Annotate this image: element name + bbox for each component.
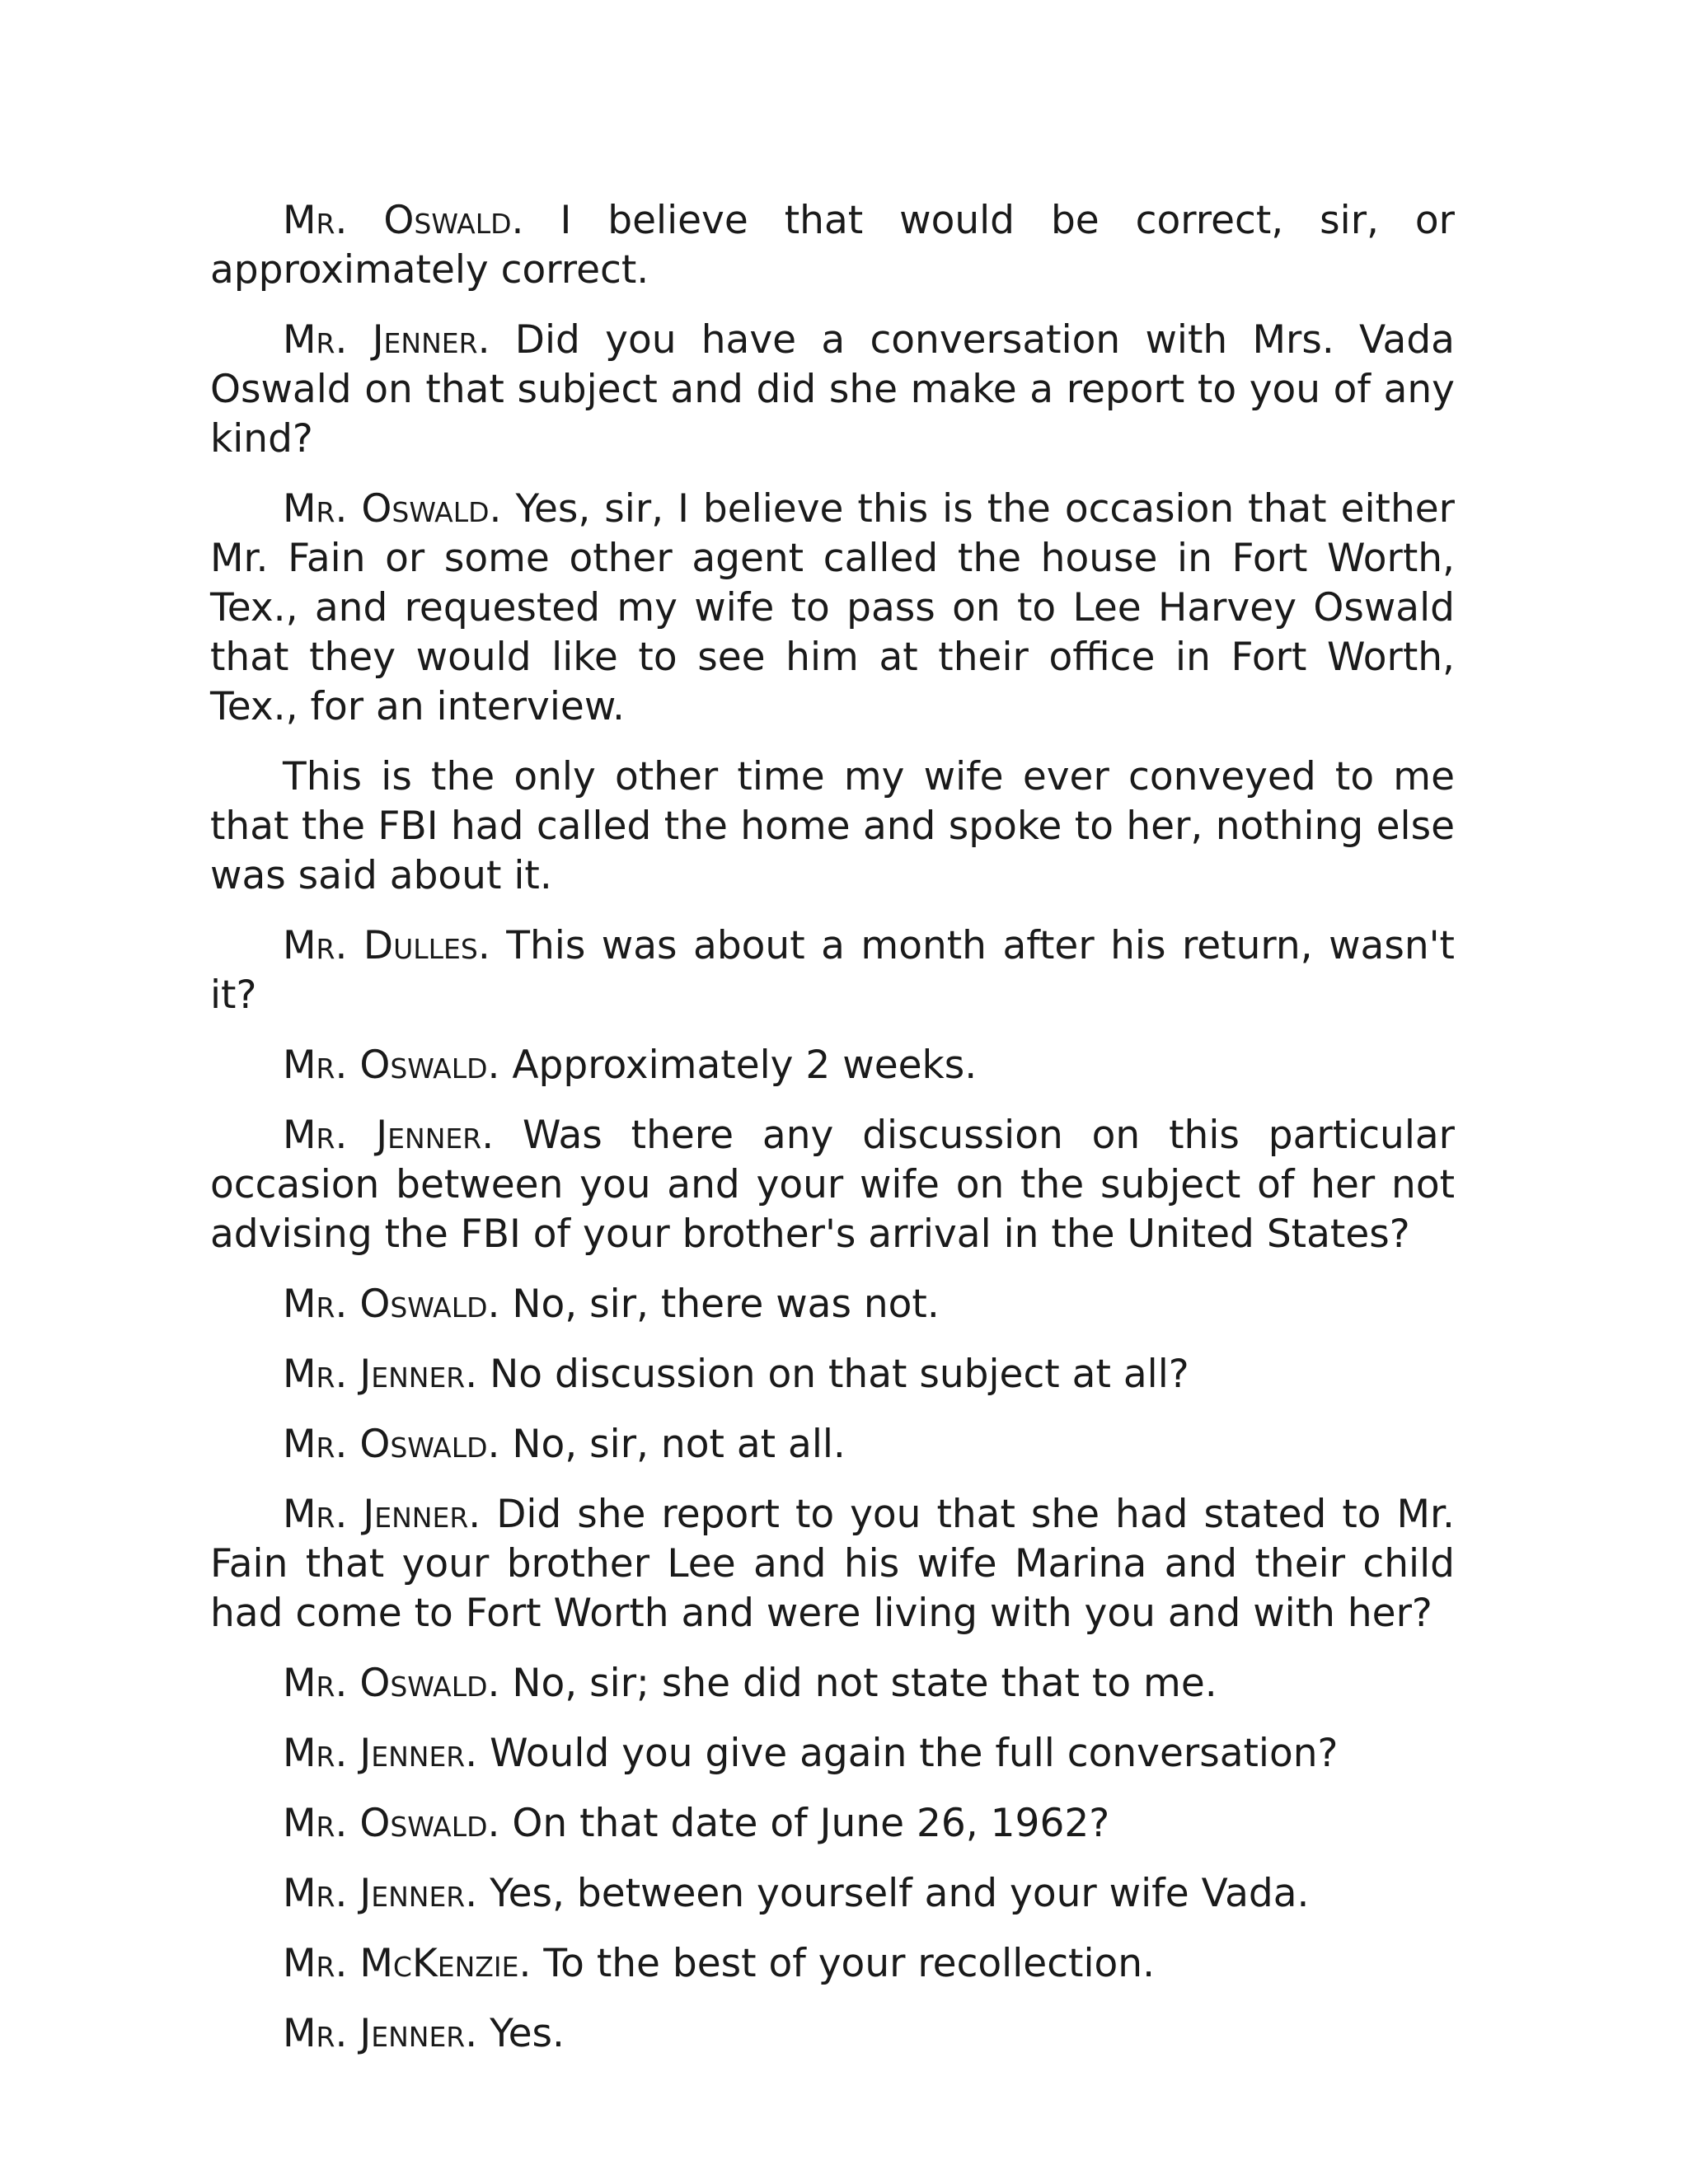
transcript-paragraph: Mr. Dulles. This was about a month after his return, wasn't it? — [210, 923, 1455, 1018]
paragraph-text: To the best of your recollection. — [543, 1941, 1156, 1986]
transcript-paragraph: Mr. Oswald. Approximately 2 weeks. — [283, 1043, 978, 1088]
paragraph-text: Did you have a conversation with Mrs. Vada Oswald on that subject and did she make a report to you of any kind? — [210, 317, 1455, 462]
paragraph-text: Did she report to you that she had stated to Mr. Fain that your brother Lee and his wife Marina and their child had come to Fort Worth and were living with you and with her? — [210, 1492, 1455, 1636]
transcript-paragraph — [210, 752, 1455, 901]
speaker-name: Mr. Oswald — [283, 1282, 488, 1327]
paragraph-text: Would you give again the full conversation? — [490, 1731, 1339, 1776]
speaker-name: Mr. Oswald — [283, 486, 490, 532]
transcript-paragraph: Mr. Jenner. No discussion on that subject at all? — [283, 1352, 1189, 1397]
paragraph-text: No discussion on that subject at all? — [490, 1352, 1189, 1397]
transcript-paragraph: Mr. Oswald. On that date of June 26, 1962? — [283, 1801, 1110, 1846]
speaker-name: Mr. Jenner — [283, 2011, 466, 2056]
speaker-name: Mr. Jenner — [283, 1352, 466, 1397]
speaker-name: Mr. Oswald — [283, 1043, 488, 1088]
speaker-name: Mr. Jenner — [283, 1871, 466, 1916]
speaker-name: Mr. Oswald — [283, 1661, 488, 1706]
transcript-paragraph: Mr. Oswald. No, sir; she did not state that to me. — [283, 1661, 1217, 1706]
paragraph-text: This is the only other time my wife ever conveyed to me that the FBI had called the home and spoke to her, nothing else was said about it. — [210, 754, 1455, 898]
paragraph-text: I believe that would be correct, sir, or approximately correct. — [210, 198, 1456, 293]
paragraph-text: Yes, between yourself and your wife Vada. — [490, 1871, 1310, 1916]
transcript-paragraph: Mr. Oswald. No, sir, there was not. — [283, 1282, 940, 1327]
speaker-name: Mr. Jenner — [283, 1731, 466, 1776]
speaker-name: Mr. McKenzie — [283, 1941, 519, 1986]
transcript-paragraph: Mr. Jenner. Would you give again the full conversation? — [283, 1731, 1339, 1776]
speaker-name: Mr. Oswald — [283, 1422, 488, 1467]
transcript-paragraph: Mr. Jenner. Yes. — [283, 2011, 565, 2056]
speaker-name: Mr. Jenner — [283, 1492, 469, 1537]
transcript-page — [210, 196, 1455, 2079]
transcript-paragraph: Mr. McKenzie. To the best of your recollection. — [283, 1941, 1156, 1986]
speaker-name: Mr. Oswald — [283, 198, 512, 243]
paragraph-text: Yes. — [490, 2011, 565, 2056]
transcript-paragraph: Mr. Jenner. Was there any discussion on this particular occasion between you and your wife on the subject of her not advising the FBI of your brother's arrival in the United States? — [210, 1113, 1456, 1257]
speaker-name: Mr. Oswald — [283, 1801, 488, 1846]
transcript-paragraph: Mr. Jenner. Did she report to you that she had stated to Mr. Fain that your brother Lee and his wife Marina and their child had come to Fort Worth and were living with you and with her? — [210, 1492, 1455, 1636]
transcript-paragraph: Mr. Oswald. I believe that would be correct, sir, or approximately correct. — [210, 198, 1456, 293]
paragraph-text: No, sir; she did not state that to me. — [512, 1661, 1217, 1706]
transcript-paragraph: Mr. Oswald. Yes, sir, I believe this is the occasion that either Mr. Fain or some other agent called the house in Fort Worth, Tex., and requested my wife to pass on to Lee Harvey Oswald that they would like to see him at their office in Fort Worth, Tex., for an interview. — [210, 486, 1455, 729]
transcript-paragraph: Mr. Jenner. Did you have a conversation with Mrs. Vada Oswald on that subject and did she make a report to you of any kind? — [210, 317, 1455, 462]
paragraph-text: Yes, sir, I believe this is the occasion that either Mr. Fain or some other agent called the house in Fort Worth, Tex., and requested my wife to pass on to Lee Harvey Oswald that they would like to see him at their office in Fort Worth, Tex., for an interview. — [210, 486, 1455, 729]
paragraph-text: No, sir, not at all. — [512, 1422, 846, 1467]
speaker-name: Mr. Jenner — [283, 1113, 482, 1158]
speaker-name: Mr. Dulles — [283, 923, 478, 968]
paragraph-text: This was about a month after his return, wasn't it? — [210, 923, 1455, 1018]
paragraph-text: Was there any discussion on this particular occasion between you and your wife on the subject of her not advising the FBI of your brother's arrival in the United States? — [210, 1113, 1456, 1257]
paragraph-text: Approximately 2 weeks. — [512, 1043, 978, 1088]
paragraph-text: No, sir, there was not. — [512, 1282, 940, 1327]
paragraph-text: On that date of June 26, 1962? — [512, 1801, 1110, 1846]
transcript-paragraph: Mr. Oswald. No, sir, not at all. — [283, 1422, 846, 1467]
transcript-paragraph: Mr. Jenner. Yes, between yourself and your wife Vada. — [283, 1871, 1310, 1916]
speaker-name: Mr. Jenner — [283, 317, 478, 363]
